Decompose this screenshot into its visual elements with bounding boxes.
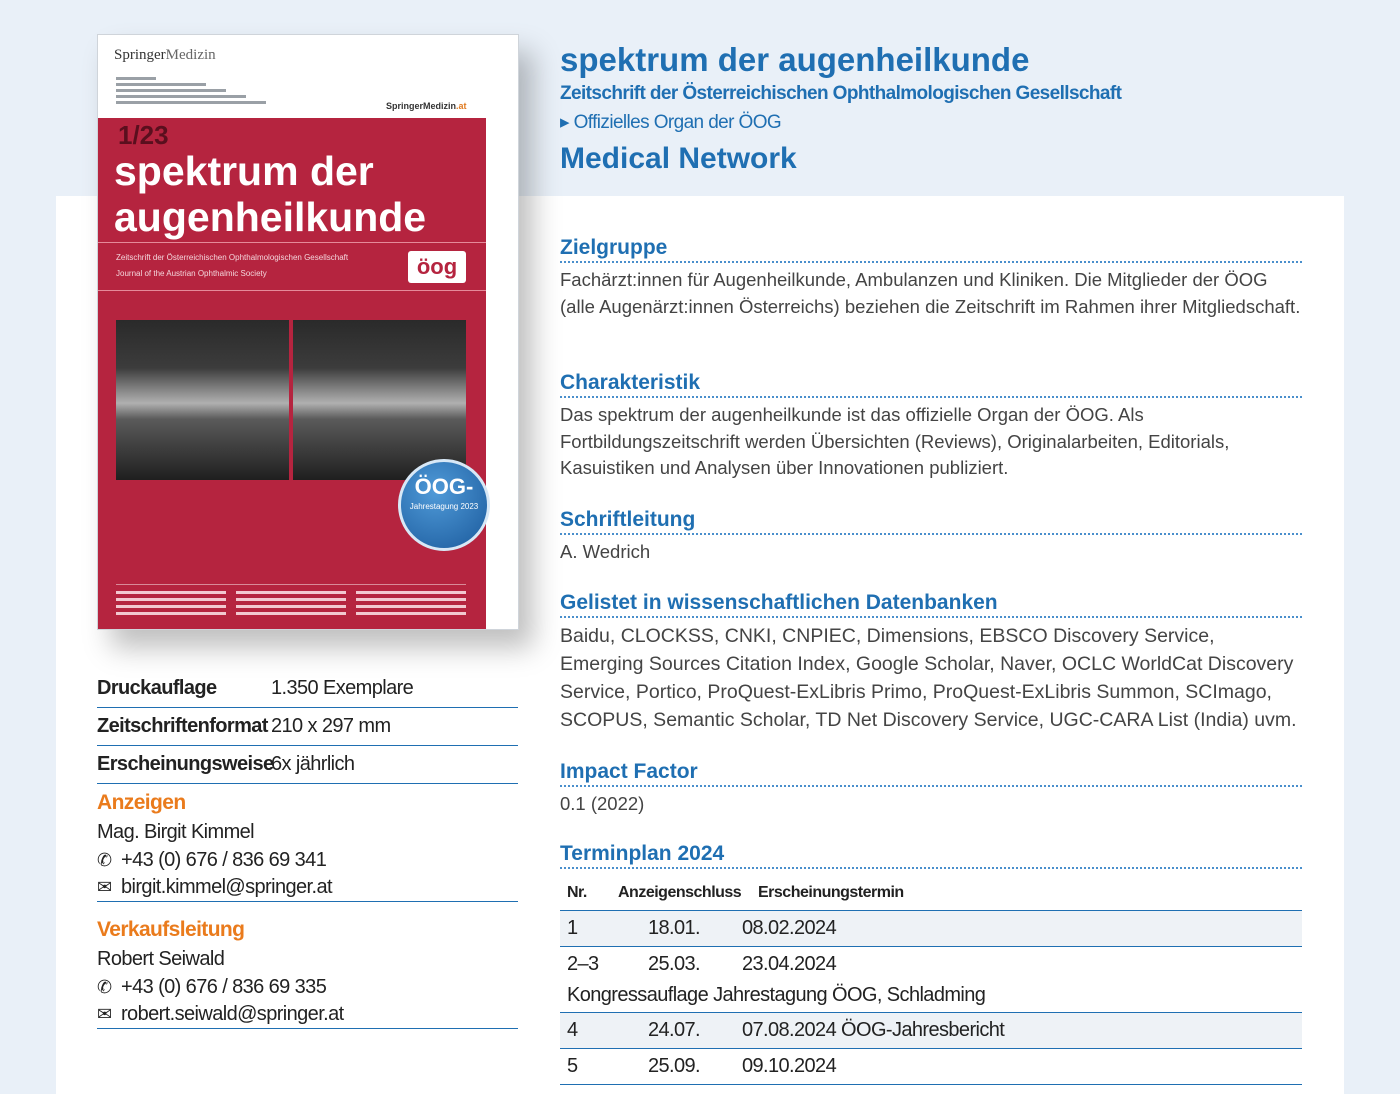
section-body: A. Wedrich xyxy=(560,541,651,562)
facts-table xyxy=(97,670,518,784)
section-title: Terminplan 2024 xyxy=(560,839,1302,869)
mail-icon: ✉ xyxy=(97,1003,112,1024)
anzeigen-heading: Anzeigen xyxy=(97,791,186,814)
section-datenbanken xyxy=(560,588,1302,734)
cover-title: spektrum der augenheilkunde xyxy=(114,148,427,240)
contact-email[interactable]: ✉ birgit.kimmel@springer.at xyxy=(97,874,518,902)
section-schriftleitung xyxy=(560,505,1302,566)
cover-red-area xyxy=(98,118,486,630)
contact-name: Robert Seiwald xyxy=(97,948,225,970)
cover-springer-badge: SpringerMedizin.at xyxy=(386,101,467,111)
magazine-cover xyxy=(97,34,519,630)
fact-row: Zeitschriftenformat 210 x 297 mm xyxy=(97,708,518,746)
section-title: Schriftleitung xyxy=(560,505,1302,535)
contact-phone[interactable]: ✆ +43 (0) 676 / 836 69 335 xyxy=(97,973,518,1001)
section-charakteristik xyxy=(560,368,1302,482)
table-row: 4 24.07. 07.08.2024 ÖOG-Jahresbericht xyxy=(560,1013,1302,1049)
verkauf-heading: Verkaufsleitung xyxy=(97,918,245,941)
phone-icon: ✆ xyxy=(97,850,112,870)
table-row: 2–3 25.03. 23.04.2024 Kongressauflage Jahrestagung ÖOG, Schladming xyxy=(560,947,1302,1013)
cover-fine-print xyxy=(116,77,266,107)
network-label: Medical Network xyxy=(560,142,797,175)
oog-logo: öog xyxy=(408,251,466,283)
phone-icon: ✆ xyxy=(97,977,112,997)
contact-name: Mag. Birgit Kimmel xyxy=(97,821,255,843)
section-title: Charakteristik xyxy=(560,368,1302,398)
oct-scan-left xyxy=(116,320,289,480)
springer-logo: SpringerMedizin xyxy=(114,47,216,63)
verkauf-contact xyxy=(97,915,518,1029)
cover-oct-image xyxy=(116,320,466,480)
cover-article-teasers xyxy=(116,584,466,624)
section-body: Baidu, CLOCKSS, CNKI, CNPIEC, Dimensions, EBSCO Discovery Service, Emerging Sources Citation Index, Google Scholar, Naver, OCLC WorldCat Discovery Service, Portico, ProQuest-ExLibris Primo, ProQuest-ExLibris Summon, SCImago, SCOPUS, Semantic Scholar, TD Net Discovery Service, UGC-CARA List (India) uvm. xyxy=(560,625,1297,731)
fact-row: Erscheinungsweise 6x jährlich xyxy=(97,746,518,784)
section-impact-factor xyxy=(560,757,1302,818)
mail-icon: ✉ xyxy=(97,876,112,897)
official-organ: ▸ Offizielles Organ der ÖOG xyxy=(560,112,782,133)
section-title: Gelistet in wissenschaftlichen Datenbanken xyxy=(560,588,1302,618)
schedule-table xyxy=(560,875,1302,1085)
section-body: 0.1 (2022) xyxy=(560,793,645,814)
table-row: 5 25.09. 09.10.2024 xyxy=(560,1049,1302,1085)
row-note: Kongressauflage Jahrestagung ÖOG, Schladming xyxy=(567,984,986,1006)
cover-band: Zeitschrift der Österreichischen Ophthalmologischen Gesellschaft Journal of the Austrian Ophthalmic Society öog xyxy=(98,242,486,291)
journal-header xyxy=(560,40,1360,180)
cover-issue-number: 1/23 xyxy=(118,120,169,150)
contact-phone[interactable]: ✆ +43 (0) 676 / 836 69 341 xyxy=(97,846,518,874)
section-zielgruppe xyxy=(560,233,1302,320)
cover-seal-badge: ÖOG- Jahrestagung 2023 xyxy=(398,459,490,551)
section-body: Das spektrum der augenheilkunde ist das offizielle Organ der ÖOG. Als Fortbildungszeitschrift werden Übersichten (Reviews), Originalarbeiten, Editorials, Kasuistiken und Analysen über Innovationen publiziert. xyxy=(560,404,1230,478)
section-title: Zielgruppe xyxy=(560,233,1302,263)
fact-row: Druckauflage 1.350 Exemplare xyxy=(97,670,518,708)
contact-email[interactable]: ✉ robert.seiwald@springer.at xyxy=(97,1001,518,1029)
journal-subtitle: Zeitschrift der Österreichischen Ophthalmologischen Gesellschaft xyxy=(560,83,1122,104)
section-title: Impact Factor xyxy=(560,757,1302,787)
section-terminplan xyxy=(560,839,1302,869)
oct-scan-right xyxy=(293,320,466,480)
section-body: Fachärzt:innen für Augenheilkunde, Ambulanzen und Kliniken. Die Mitglieder der ÖOG (alle Augenärzt:innen Österreichs) beziehen die Zeitschrift im Rahmen ihrer Mitgliedschaft. xyxy=(560,269,1301,317)
schedule-header: Nr. Anzeigenschluss Erscheinungstermin xyxy=(560,875,1302,911)
table-row: 1 18.01. 08.02.2024 xyxy=(560,911,1302,947)
journal-title: spektrum der augenheilkunde xyxy=(560,41,1030,78)
anzeigen-contact xyxy=(97,788,518,902)
